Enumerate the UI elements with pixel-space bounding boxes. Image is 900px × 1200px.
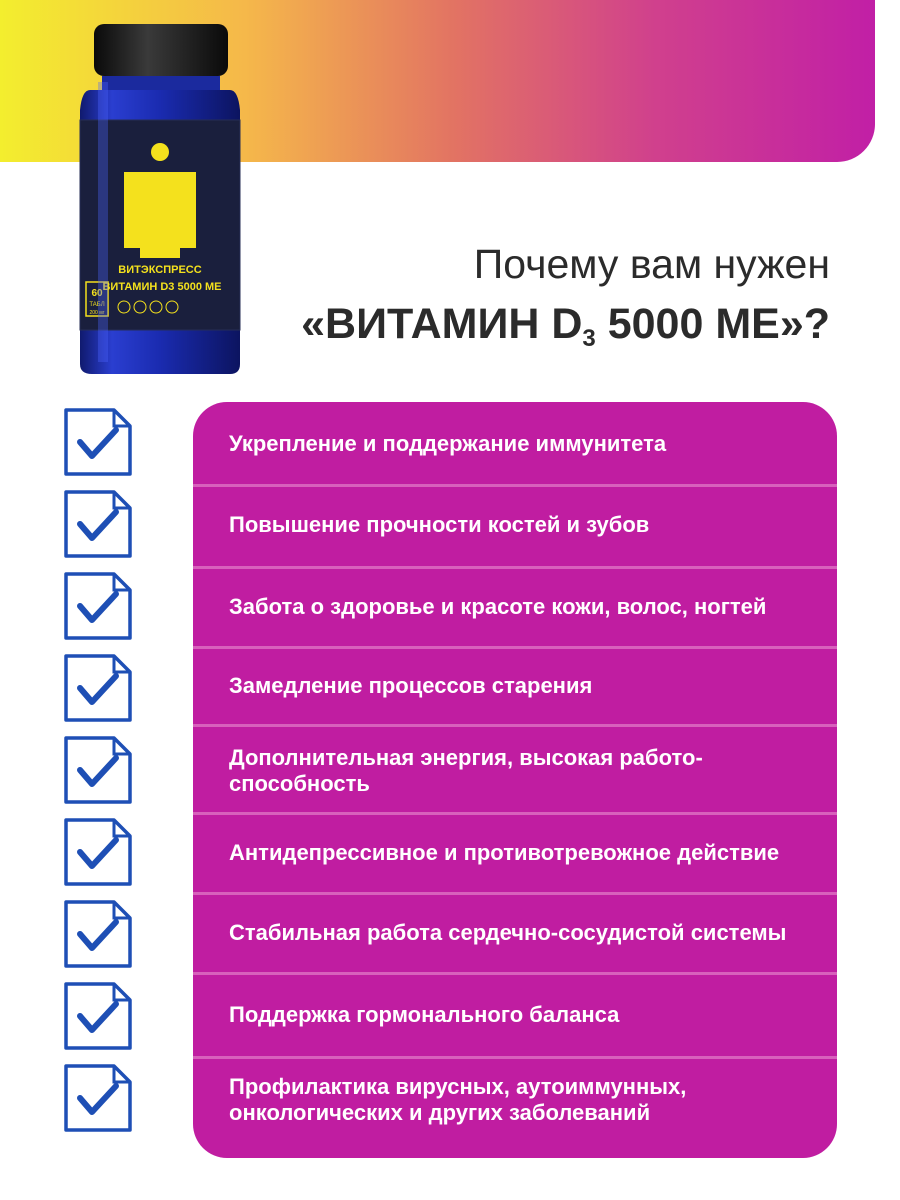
divider — [193, 892, 837, 895]
checkmark-document-icon — [62, 570, 134, 642]
benefit-item: Замедление процессов старения — [229, 673, 593, 698]
checkmark-document-icon — [62, 488, 134, 560]
heading-subscript: 3 — [582, 325, 596, 352]
benefits-panel — [193, 402, 837, 1158]
checkmark-document-icon — [62, 816, 134, 888]
divider — [193, 724, 837, 727]
checkmark-document-icon — [62, 898, 134, 970]
divider — [193, 566, 837, 569]
benefit-item: Поддержка гормонального баланса — [229, 1002, 620, 1027]
product-bottle — [72, 20, 248, 378]
checkmark-document-icon — [62, 406, 134, 478]
bottle-product-text: ВИТАМИН D3 5000 МЕ — [102, 281, 222, 293]
divider — [193, 972, 837, 975]
benefit-item: Дополнительная энергия, высокая работо-способность — [229, 745, 703, 796]
checkmark-document-icon — [62, 1062, 134, 1134]
heading-line-2 — [301, 296, 830, 352]
bottle-unit-text: ТАБЛ — [89, 302, 105, 308]
checkmark-document-icon — [62, 980, 134, 1052]
divider — [193, 484, 837, 487]
benefit-item: Повышение прочности костей и зубов — [229, 512, 650, 537]
heading-line-2-suffix: 5000 МЕ»? — [595, 300, 830, 348]
divider — [193, 646, 837, 649]
benefit-item: Профилактика вирусных, аутоиммунных, онкологических и других заболеваний — [229, 1074, 687, 1125]
heading-line-1: Почему вам нужен — [473, 241, 830, 287]
benefit-item: Забота о здоровье и красоте кожи, волос, ногтей — [229, 594, 767, 619]
checkmark-document-icon — [62, 652, 134, 724]
benefit-item: Антидепрессивное и противотревожное действие — [229, 840, 780, 865]
heading-line-2-prefix: «ВИТАМИН D — [301, 300, 583, 348]
page-heading — [301, 238, 830, 352]
divider — [193, 1056, 837, 1059]
bottle-brand-text: ВИТЭКСПРЕСС — [118, 264, 202, 276]
benefit-item: Стабильная работа сердечно-сосудистой системы — [229, 920, 787, 945]
bottle-count-text: 60 — [91, 288, 103, 299]
divider — [193, 812, 837, 815]
bottle-weight-text: 200 мг — [89, 310, 105, 316]
benefit-item: Укрепление и поддержание иммунитета — [229, 431, 667, 456]
checkmark-document-icon — [62, 734, 134, 806]
